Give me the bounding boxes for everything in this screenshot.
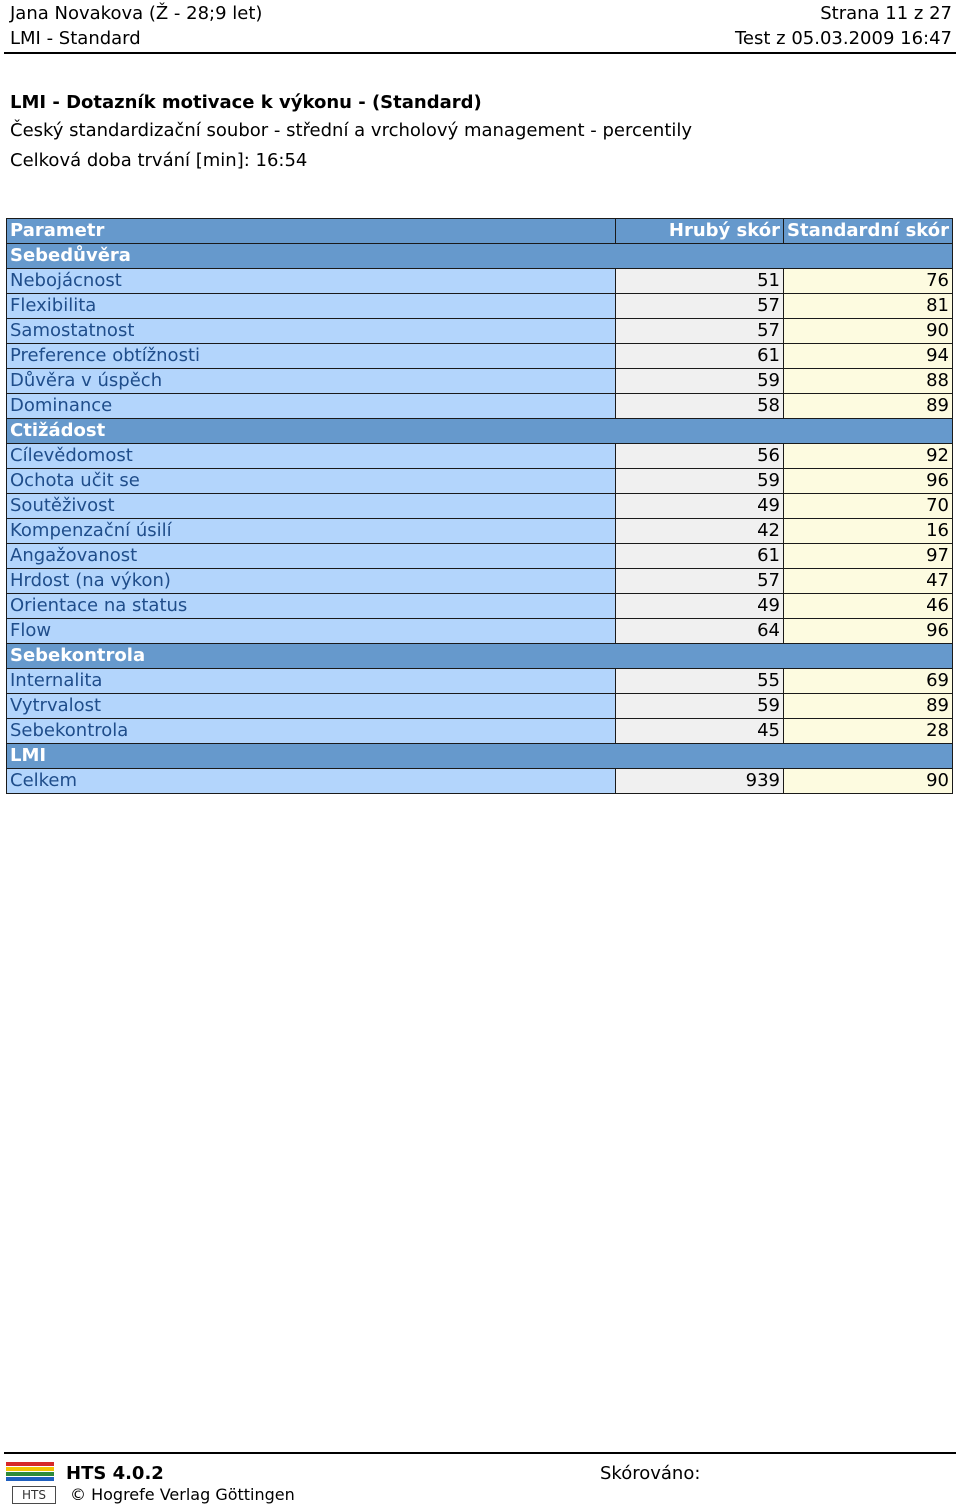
- report-title: LMI - Dotazník motivace k výkonu - (Standard): [10, 92, 482, 113]
- parameter-name: Samostatnost: [7, 319, 616, 344]
- parameter-name: Nebojácnost: [7, 269, 616, 294]
- logo-stripe: [6, 1477, 54, 1481]
- header-line-2: [10, 27, 952, 51]
- raw-score: 57: [616, 569, 784, 594]
- parameter-name: Flow: [7, 619, 616, 644]
- table-row: [7, 694, 953, 719]
- table-row: [7, 269, 953, 294]
- standard-score: 76: [784, 269, 953, 294]
- table-row: [7, 544, 953, 569]
- standard-score: 90: [784, 769, 953, 794]
- standard-score: 46: [784, 594, 953, 619]
- logo-text: HTS: [12, 1486, 56, 1504]
- header-line-1: [10, 2, 952, 26]
- table-row: [7, 669, 953, 694]
- column-header-standard-score: Standardní skór: [784, 219, 953, 244]
- column-header-raw-score: Hrubý skór: [616, 219, 784, 244]
- standard-score: 70: [784, 494, 953, 519]
- standard-score: 94: [784, 344, 953, 369]
- parameter-name: Vytrvalost: [7, 694, 616, 719]
- table-row: [7, 444, 953, 469]
- group-row: [7, 419, 953, 444]
- table-row: [7, 319, 953, 344]
- standard-score: 81: [784, 294, 953, 319]
- test-name: LMI - Standard: [10, 28, 141, 49]
- standard-score: 28: [784, 719, 953, 744]
- parameter-name: Angažovanost: [7, 544, 616, 569]
- raw-score: 939: [616, 769, 784, 794]
- standard-score: 47: [784, 569, 953, 594]
- group-row: [7, 744, 953, 769]
- parameter-name: Kompenzační úsilí: [7, 519, 616, 544]
- score-table: [6, 218, 953, 794]
- standard-score: 96: [784, 469, 953, 494]
- parameter-name: Flexibilita: [7, 294, 616, 319]
- raw-score: 45: [616, 719, 784, 744]
- parameter-name: Orientace na status: [7, 594, 616, 619]
- table-row: [7, 769, 953, 794]
- raw-score: 59: [616, 694, 784, 719]
- raw-score: 64: [616, 619, 784, 644]
- group-row: [7, 644, 953, 669]
- test-date: Test z 05.03.2009 16:47: [735, 28, 952, 49]
- standard-score: 97: [784, 544, 953, 569]
- raw-score: 61: [616, 544, 784, 569]
- table-row: [7, 719, 953, 744]
- parameter-name: Preference obtížnosti: [7, 344, 616, 369]
- parameter-name: Internalita: [7, 669, 616, 694]
- total-duration: Celková doba trvání [min]: 16:54: [10, 150, 308, 171]
- parameter-name: Hrdost (na výkon): [7, 569, 616, 594]
- raw-score: 61: [616, 344, 784, 369]
- standard-score: 89: [784, 394, 953, 419]
- hts-logo: [6, 1462, 54, 1504]
- table-row: [7, 594, 953, 619]
- raw-score: 51: [616, 269, 784, 294]
- table-row: [7, 294, 953, 319]
- logo-stripe: [6, 1467, 54, 1471]
- group-name: Sebekontrola: [7, 644, 953, 669]
- parameter-name: Dominance: [7, 394, 616, 419]
- standard-score: 69: [784, 669, 953, 694]
- table-row: [7, 469, 953, 494]
- scored-label: Skórováno:: [600, 1463, 701, 1484]
- parameter-name: Celkem: [7, 769, 616, 794]
- group-name: Ctižádost: [7, 419, 953, 444]
- logo-stripe: [6, 1472, 54, 1476]
- table-row: [7, 619, 953, 644]
- footer-divider: [4, 1452, 956, 1454]
- standard-score: 16: [784, 519, 953, 544]
- page-number: Strana 11 z 27: [820, 3, 952, 24]
- norm-description: Český standardizační soubor - střední a vrcholový management - percentily: [10, 120, 693, 141]
- raw-score: 59: [616, 469, 784, 494]
- group-name: Sebedůvěra: [7, 244, 953, 269]
- table-row: [7, 394, 953, 419]
- raw-score: 57: [616, 294, 784, 319]
- raw-score: 57: [616, 319, 784, 344]
- table-row: [7, 519, 953, 544]
- raw-score: 58: [616, 394, 784, 419]
- product-version: HTS 4.0.2: [66, 1463, 164, 1484]
- raw-score: 55: [616, 669, 784, 694]
- standard-score: 89: [784, 694, 953, 719]
- raw-score: 56: [616, 444, 784, 469]
- standard-score: 88: [784, 369, 953, 394]
- parameter-name: Soutěživost: [7, 494, 616, 519]
- parameter-name: Cílevědomost: [7, 444, 616, 469]
- table-row: [7, 569, 953, 594]
- person-info: Jana Novakova (Ž - 28;9 let): [10, 3, 263, 24]
- parameter-name: Důvěra v úspěch: [7, 369, 616, 394]
- group-row: [7, 244, 953, 269]
- table-header-row: [7, 219, 953, 244]
- raw-score: 49: [616, 494, 784, 519]
- raw-score: 49: [616, 594, 784, 619]
- standard-score: 92: [784, 444, 953, 469]
- header-divider: [4, 52, 956, 54]
- table-row: [7, 494, 953, 519]
- standard-score: 90: [784, 319, 953, 344]
- copyright: © Hogrefe Verlag Göttingen: [70, 1485, 295, 1504]
- parameter-name: Ochota učit se: [7, 469, 616, 494]
- raw-score: 59: [616, 369, 784, 394]
- parameter-name: Sebekontrola: [7, 719, 616, 744]
- table-row: [7, 369, 953, 394]
- raw-score: 42: [616, 519, 784, 544]
- logo-stripe: [6, 1462, 54, 1466]
- table-row: [7, 344, 953, 369]
- column-header-parameter: Parametr: [7, 219, 616, 244]
- standard-score: 96: [784, 619, 953, 644]
- group-name: LMI: [7, 744, 953, 769]
